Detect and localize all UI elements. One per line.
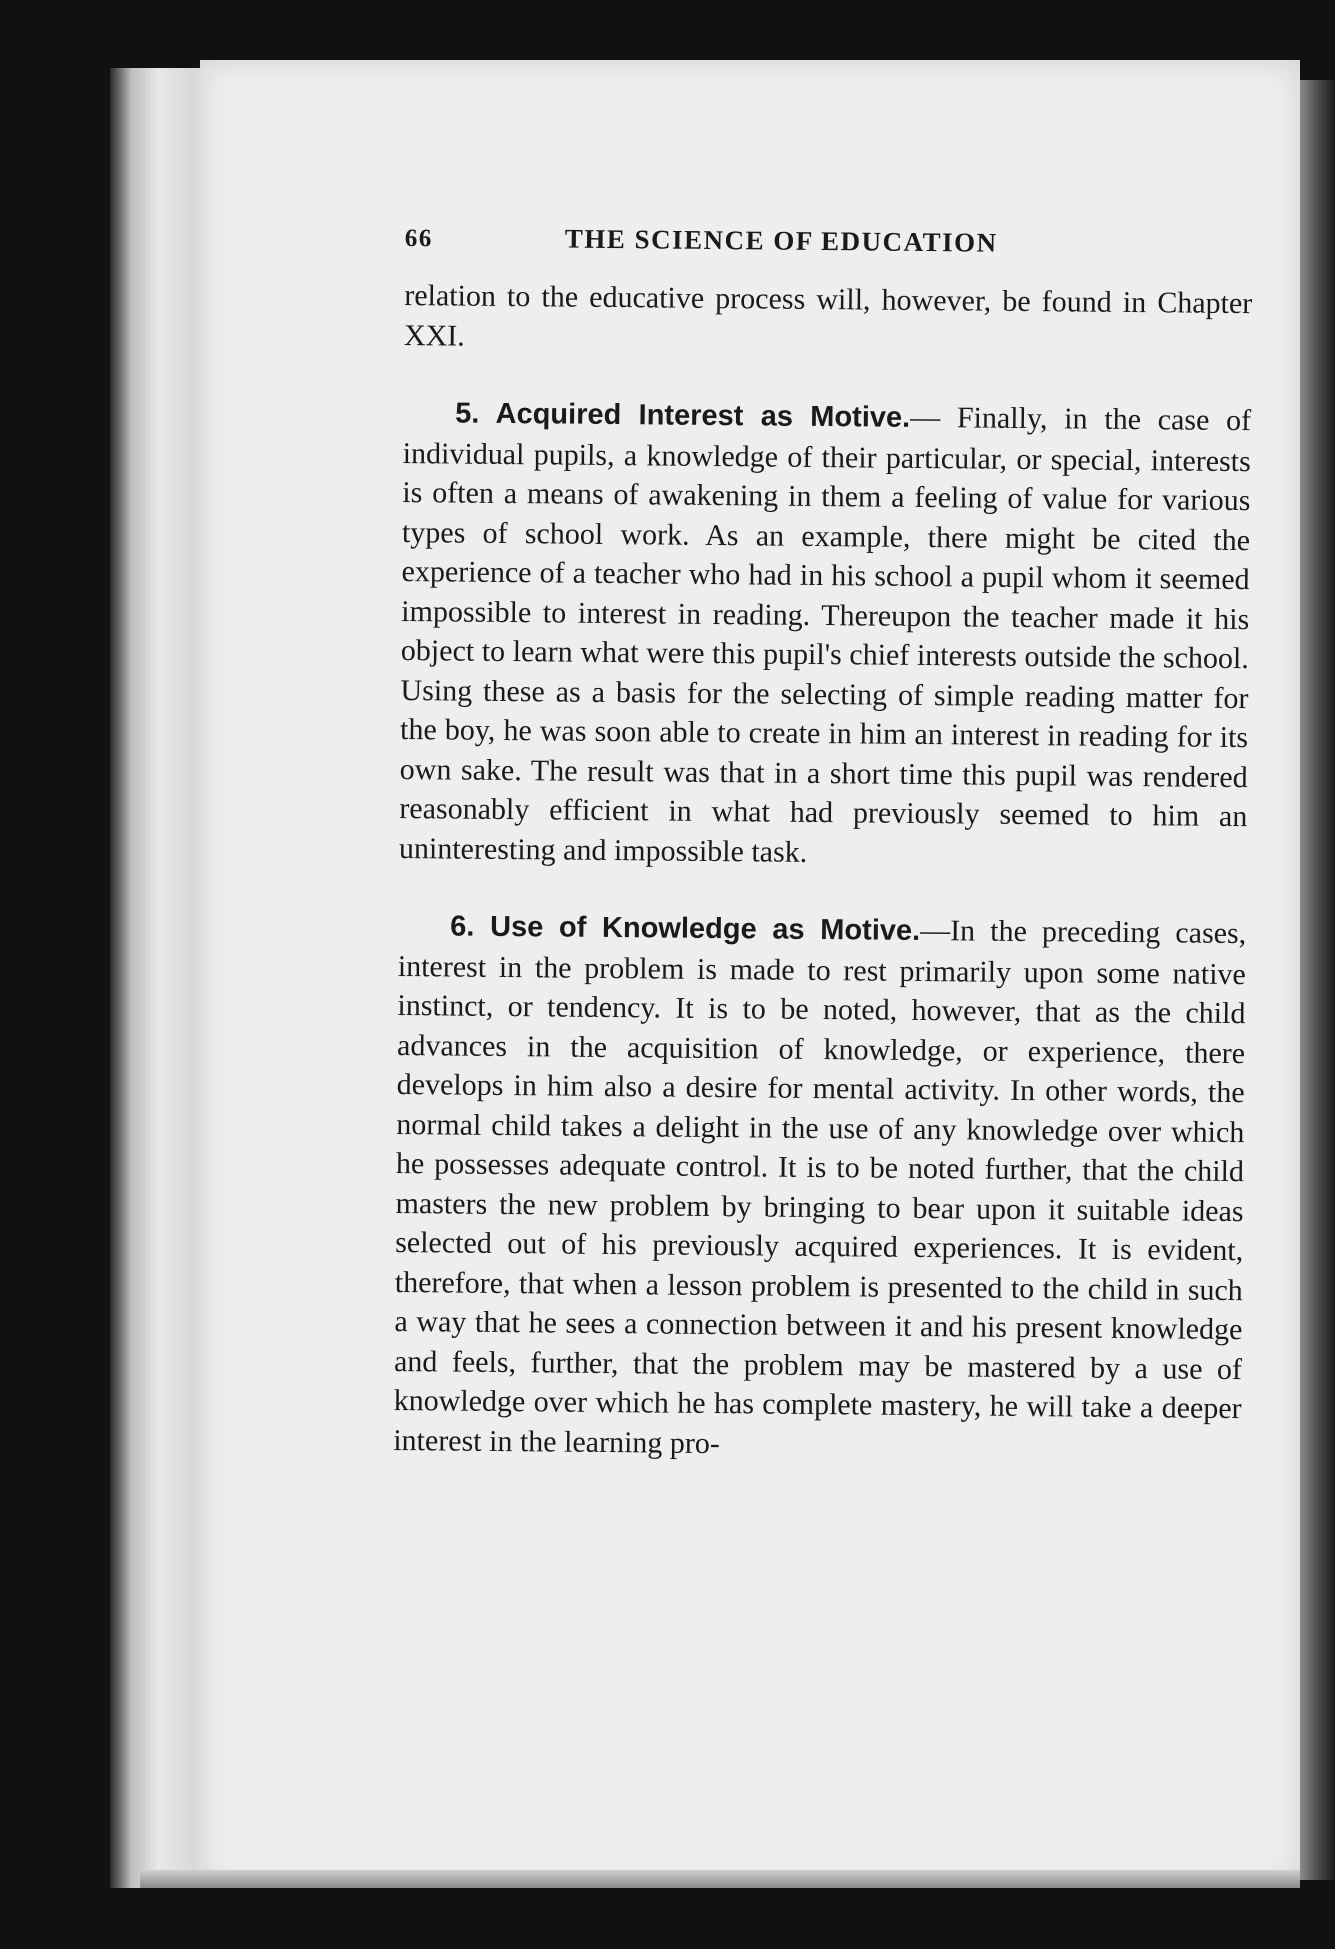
section-6-paragraph	[393, 906, 1246, 1468]
section-5-heading: 5. Acquired Interest as Motive.	[455, 397, 911, 434]
page-number: 66	[404, 224, 433, 253]
continuation-paragraph: relation to the educative process will, however, be found in Chapter XXI.	[403, 278, 1253, 353]
running-head	[405, 222, 1253, 270]
book-page-edges-bottom	[140, 1870, 1300, 1888]
running-title: THE SCIENCE OF EDUCATION	[564, 223, 998, 258]
book-page-edges-right	[1295, 80, 1335, 1880]
section-6-heading: 6. Use of Knowledge as Motive.	[450, 910, 921, 947]
section-5-text: — Finally, in the case of individual pupils, a knowledge of their particular, or special, interests is often a means of awakening in them a feeling of value for various types of school work. As an example, there might be cited the experience of a teacher who had in his school a pupil whom it seemed impossible to interest in reading. Thereupon the teacher made it his object to learn what were this pupil's chief interests outside the school. Using these as a basis for the selecting of simple reading matter for the boy, he was soon able to create in him an interest in reading for its own sake. The result was that in a short time this pupil was rendered reasonably efficient in what had previously seemed to him an uninteresting and impossible task.	[398, 400, 1252, 869]
section-5-paragraph	[399, 393, 1252, 876]
section-6-text: —In the preceding cases, interest in the problem is made to rest primarily upon some native instinct, or tendency. It is to be noted, however, that as the child advances in the acquisition of knowledge, or experience, there develops in him also a desire for mental activity. In other words, the normal child takes a delight in the use of any knowledge over which he possesses adequate control. It is to be noted further, that the child masters the new problem by bringing to bear upon it suitable ideas selected out of his previously acquired experiences. It is evident, therefore, that when a lesson problem is presented to the child in such a way that he sees a connection between it and his present knowledge and feels, further, that the problem may be mastered by a use of knowledge over which he has complete mastery, he will take a deeper interest in the learning pro-	[393, 913, 1247, 1460]
page-text-block	[393, 222, 1253, 1468]
